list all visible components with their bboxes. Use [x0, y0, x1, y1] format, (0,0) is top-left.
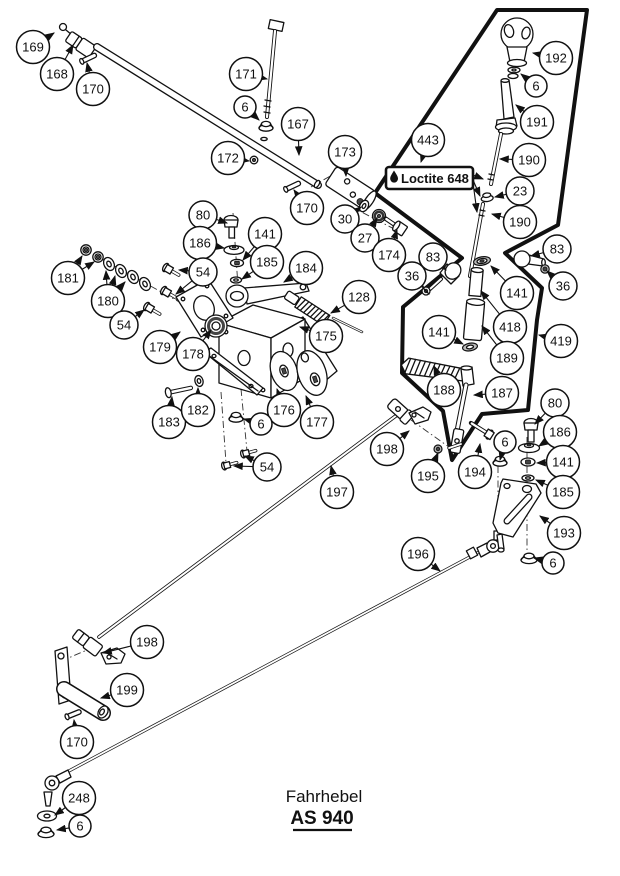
leader-line-443 — [421, 156, 423, 162]
leader-line-190 — [492, 214, 504, 218]
callout-label-6: 6 — [241, 99, 249, 115]
callout-label-193: 193 — [553, 525, 575, 541]
part-flange-nut-6-housing — [229, 412, 243, 422]
leader-line-6 — [244, 419, 250, 421]
leader-line-141 — [454, 339, 463, 344]
leader-line-180 — [119, 282, 125, 289]
leader-line-168 — [65, 45, 73, 60]
leader-line-186 — [216, 246, 224, 248]
leader-line-23 — [495, 194, 506, 197]
leader-line-187 — [474, 394, 486, 395]
leader-line-36 — [547, 271, 553, 276]
leader-line-194 — [478, 444, 480, 456]
part-bearing-27 — [373, 210, 386, 223]
leader-line-6 — [253, 115, 259, 121]
leader-line-177 — [306, 396, 311, 407]
part-bolt-80-bracket — [524, 419, 538, 443]
callout-label-6: 6 — [549, 555, 557, 571]
callout-label-419: 419 — [550, 333, 572, 349]
part-bearing-washer-141-upper — [473, 255, 491, 266]
part-pin-170-bellcrank — [64, 708, 82, 720]
callout-label-171: 171 — [235, 66, 257, 82]
part-knob-192 — [501, 18, 533, 67]
part-ball-joint-196-right — [466, 531, 500, 559]
leader-line-54 — [135, 310, 144, 317]
part-bolt-171 — [264, 20, 284, 117]
leader-line-169 — [47, 33, 54, 38]
callout-label-141: 141 — [552, 454, 574, 470]
diagram-title: Fahrhebel — [285, 787, 363, 806]
part-tube-189 — [463, 298, 485, 341]
leader-line-185 — [536, 480, 548, 485]
part-washer-141-arm — [231, 259, 244, 266]
callout-label-191: 191 — [526, 114, 548, 130]
part-nut-23 — [481, 192, 494, 202]
callout-label-196: 196 — [407, 546, 429, 562]
leader-line-181 — [82, 262, 94, 269]
callout-label-176: 176 — [273, 402, 295, 418]
leader-line-248 — [55, 808, 66, 816]
leader-line-54 — [234, 466, 253, 467]
leader-line-192 — [533, 53, 540, 55]
part-fork-198-upper — [386, 397, 431, 425]
part-washer-small — [261, 137, 267, 140]
callout-label-170: 170 — [296, 200, 318, 216]
callout-label-185: 185 — [552, 484, 574, 500]
part-bellcrank-199 — [55, 647, 110, 720]
part-nut-172 — [250, 156, 258, 164]
loctite-flag — [386, 167, 483, 212]
callout-label-23: 23 — [512, 183, 528, 199]
callout-label-194: 194 — [464, 464, 486, 480]
leader-line-180 — [106, 271, 107, 285]
leader-line-170 — [294, 190, 297, 195]
leader-line-185 — [242, 271, 253, 279]
part-rod-196 — [52, 551, 481, 780]
callout-label-177: 177 — [306, 414, 328, 430]
part-pin-170-rod-end — [283, 180, 302, 193]
callout-label-443: 443 — [417, 132, 439, 148]
callout-label-54: 54 — [259, 459, 275, 475]
leader-line-179 — [173, 332, 180, 337]
callout-label-169: 169 — [22, 39, 44, 55]
callout-label-175: 175 — [315, 328, 337, 344]
callout-label-174: 174 — [378, 247, 400, 263]
callout-label-83: 83 — [425, 249, 441, 265]
part-washer-185-bracket — [522, 475, 534, 481]
part-washer-186-arm — [224, 246, 244, 255]
callout-label-168: 168 — [46, 66, 68, 82]
diagram-subtitle: AS 940 — [290, 808, 354, 829]
part-spacer-418 — [469, 267, 483, 296]
callout-label-418: 418 — [499, 319, 521, 335]
callout-label-27: 27 — [357, 230, 373, 246]
callout-label-181: 181 — [57, 270, 79, 286]
callout-label-186: 186 — [549, 424, 571, 440]
callout-label-167: 167 — [287, 116, 309, 132]
callout-label-190: 190 — [509, 214, 531, 230]
part-bolt-183 — [165, 383, 192, 398]
callout-label-198: 198 — [136, 634, 158, 650]
part-washer-186-bracket — [519, 444, 540, 453]
leader-line-196 — [431, 564, 440, 571]
callout-label-182: 182 — [187, 402, 209, 418]
loctite-label: Loctite 648 — [401, 171, 469, 186]
leader-line-170 — [74, 720, 75, 726]
callout-label-173: 173 — [334, 144, 356, 160]
part-nuts-181 — [81, 245, 103, 262]
callout-label-80: 80 — [195, 207, 211, 223]
callout-label-197: 197 — [326, 484, 348, 500]
part-washer-141-bracket — [521, 458, 535, 466]
leader-line-186 — [539, 441, 546, 446]
leader-line-191 — [516, 105, 524, 112]
leader-line-6 — [521, 74, 527, 79]
leader-line-170 — [87, 63, 89, 73]
leader-line-197 — [331, 466, 333, 476]
part-bolt-174 — [382, 214, 407, 236]
callout-label-179: 179 — [149, 339, 171, 355]
leader-line-198 — [400, 431, 409, 439]
leader-line-141 — [491, 266, 506, 281]
callout-label-199: 199 — [116, 682, 138, 698]
callout-label-141: 141 — [254, 226, 276, 242]
part-coupler-173 — [325, 166, 379, 212]
callout-label-248: 248 — [68, 790, 90, 806]
callout-label-195: 195 — [417, 468, 439, 484]
callout-label-192: 192 — [545, 50, 567, 66]
callout-label-187: 187 — [491, 385, 513, 401]
leader-line-419 — [539, 335, 545, 337]
callout-label-183: 183 — [158, 414, 180, 430]
part-washers-6-knob — [508, 67, 520, 78]
leader-line-54 — [245, 456, 255, 461]
leader-line-181 — [77, 256, 82, 264]
leader-line-54 — [179, 270, 189, 271]
leader-line-199 — [101, 695, 111, 698]
callout-label-141: 141 — [506, 285, 528, 301]
part-washer-248 — [38, 811, 57, 821]
leader-line-193 — [540, 516, 551, 524]
callout-label-170: 170 — [82, 81, 104, 97]
part-bracket-193 — [493, 479, 541, 552]
callout-label-184: 184 — [295, 260, 317, 276]
part-bolt-80-arm — [224, 216, 238, 239]
callout-label-54: 54 — [195, 264, 211, 280]
part-flange-nut-6-rod — [259, 121, 273, 131]
leader-line-128 — [331, 305, 345, 313]
leader-line-171 — [262, 78, 267, 79]
leader-line-167 — [299, 141, 300, 156]
callout-label-188: 188 — [433, 382, 455, 398]
callout-label-186: 186 — [189, 235, 211, 251]
part-nut-195 — [434, 445, 442, 453]
part-flange-nut-6-ball — [38, 827, 54, 837]
callout-label-141: 141 — [428, 324, 450, 340]
callout-label-172: 172 — [217, 150, 239, 166]
callout-label-189: 189 — [496, 350, 518, 366]
leader-line-195 — [435, 453, 438, 461]
part-bearing-washer-141-lower — [462, 342, 478, 352]
part-washer-182 — [194, 375, 205, 388]
part-screw-bit-36-left — [422, 287, 430, 295]
callout-label-6: 6 — [501, 434, 509, 450]
callout-label-36: 36 — [555, 278, 571, 294]
leader-line-80 — [535, 413, 545, 424]
callout-label-83: 83 — [549, 241, 565, 257]
callout-label-6: 6 — [532, 78, 540, 94]
part-flange-nut-6-stud — [493, 456, 507, 466]
callout-label-80: 80 — [547, 395, 563, 411]
callout-label-128: 128 — [348, 289, 370, 305]
callout-label-36: 36 — [404, 268, 420, 284]
callout-label-6: 6 — [76, 818, 84, 834]
leader-line-183 — [171, 397, 172, 406]
leader-line-83 — [531, 253, 544, 256]
callout-label-30: 30 — [337, 211, 353, 227]
callout-label-185: 185 — [256, 254, 278, 270]
callout-label-180: 180 — [97, 293, 119, 309]
title-block — [286, 787, 363, 830]
callout-label-190: 190 — [518, 152, 540, 168]
part-rod-197 — [99, 415, 397, 637]
callout-label-170: 170 — [66, 734, 88, 750]
leader-line-180 — [112, 276, 115, 285]
leader-line-6 — [57, 828, 69, 830]
part-washer-185-arm — [231, 277, 242, 283]
part-rod-190-upper — [488, 134, 501, 184]
callout-label-198: 198 — [376, 441, 398, 457]
callout-label-54: 54 — [116, 317, 132, 333]
callout-label-6: 6 — [257, 416, 265, 432]
part-grip-191 — [496, 79, 518, 134]
leader-line-184 — [284, 277, 292, 282]
part-cable-end-197 — [71, 628, 103, 656]
callout-label-178: 178 — [182, 346, 204, 362]
